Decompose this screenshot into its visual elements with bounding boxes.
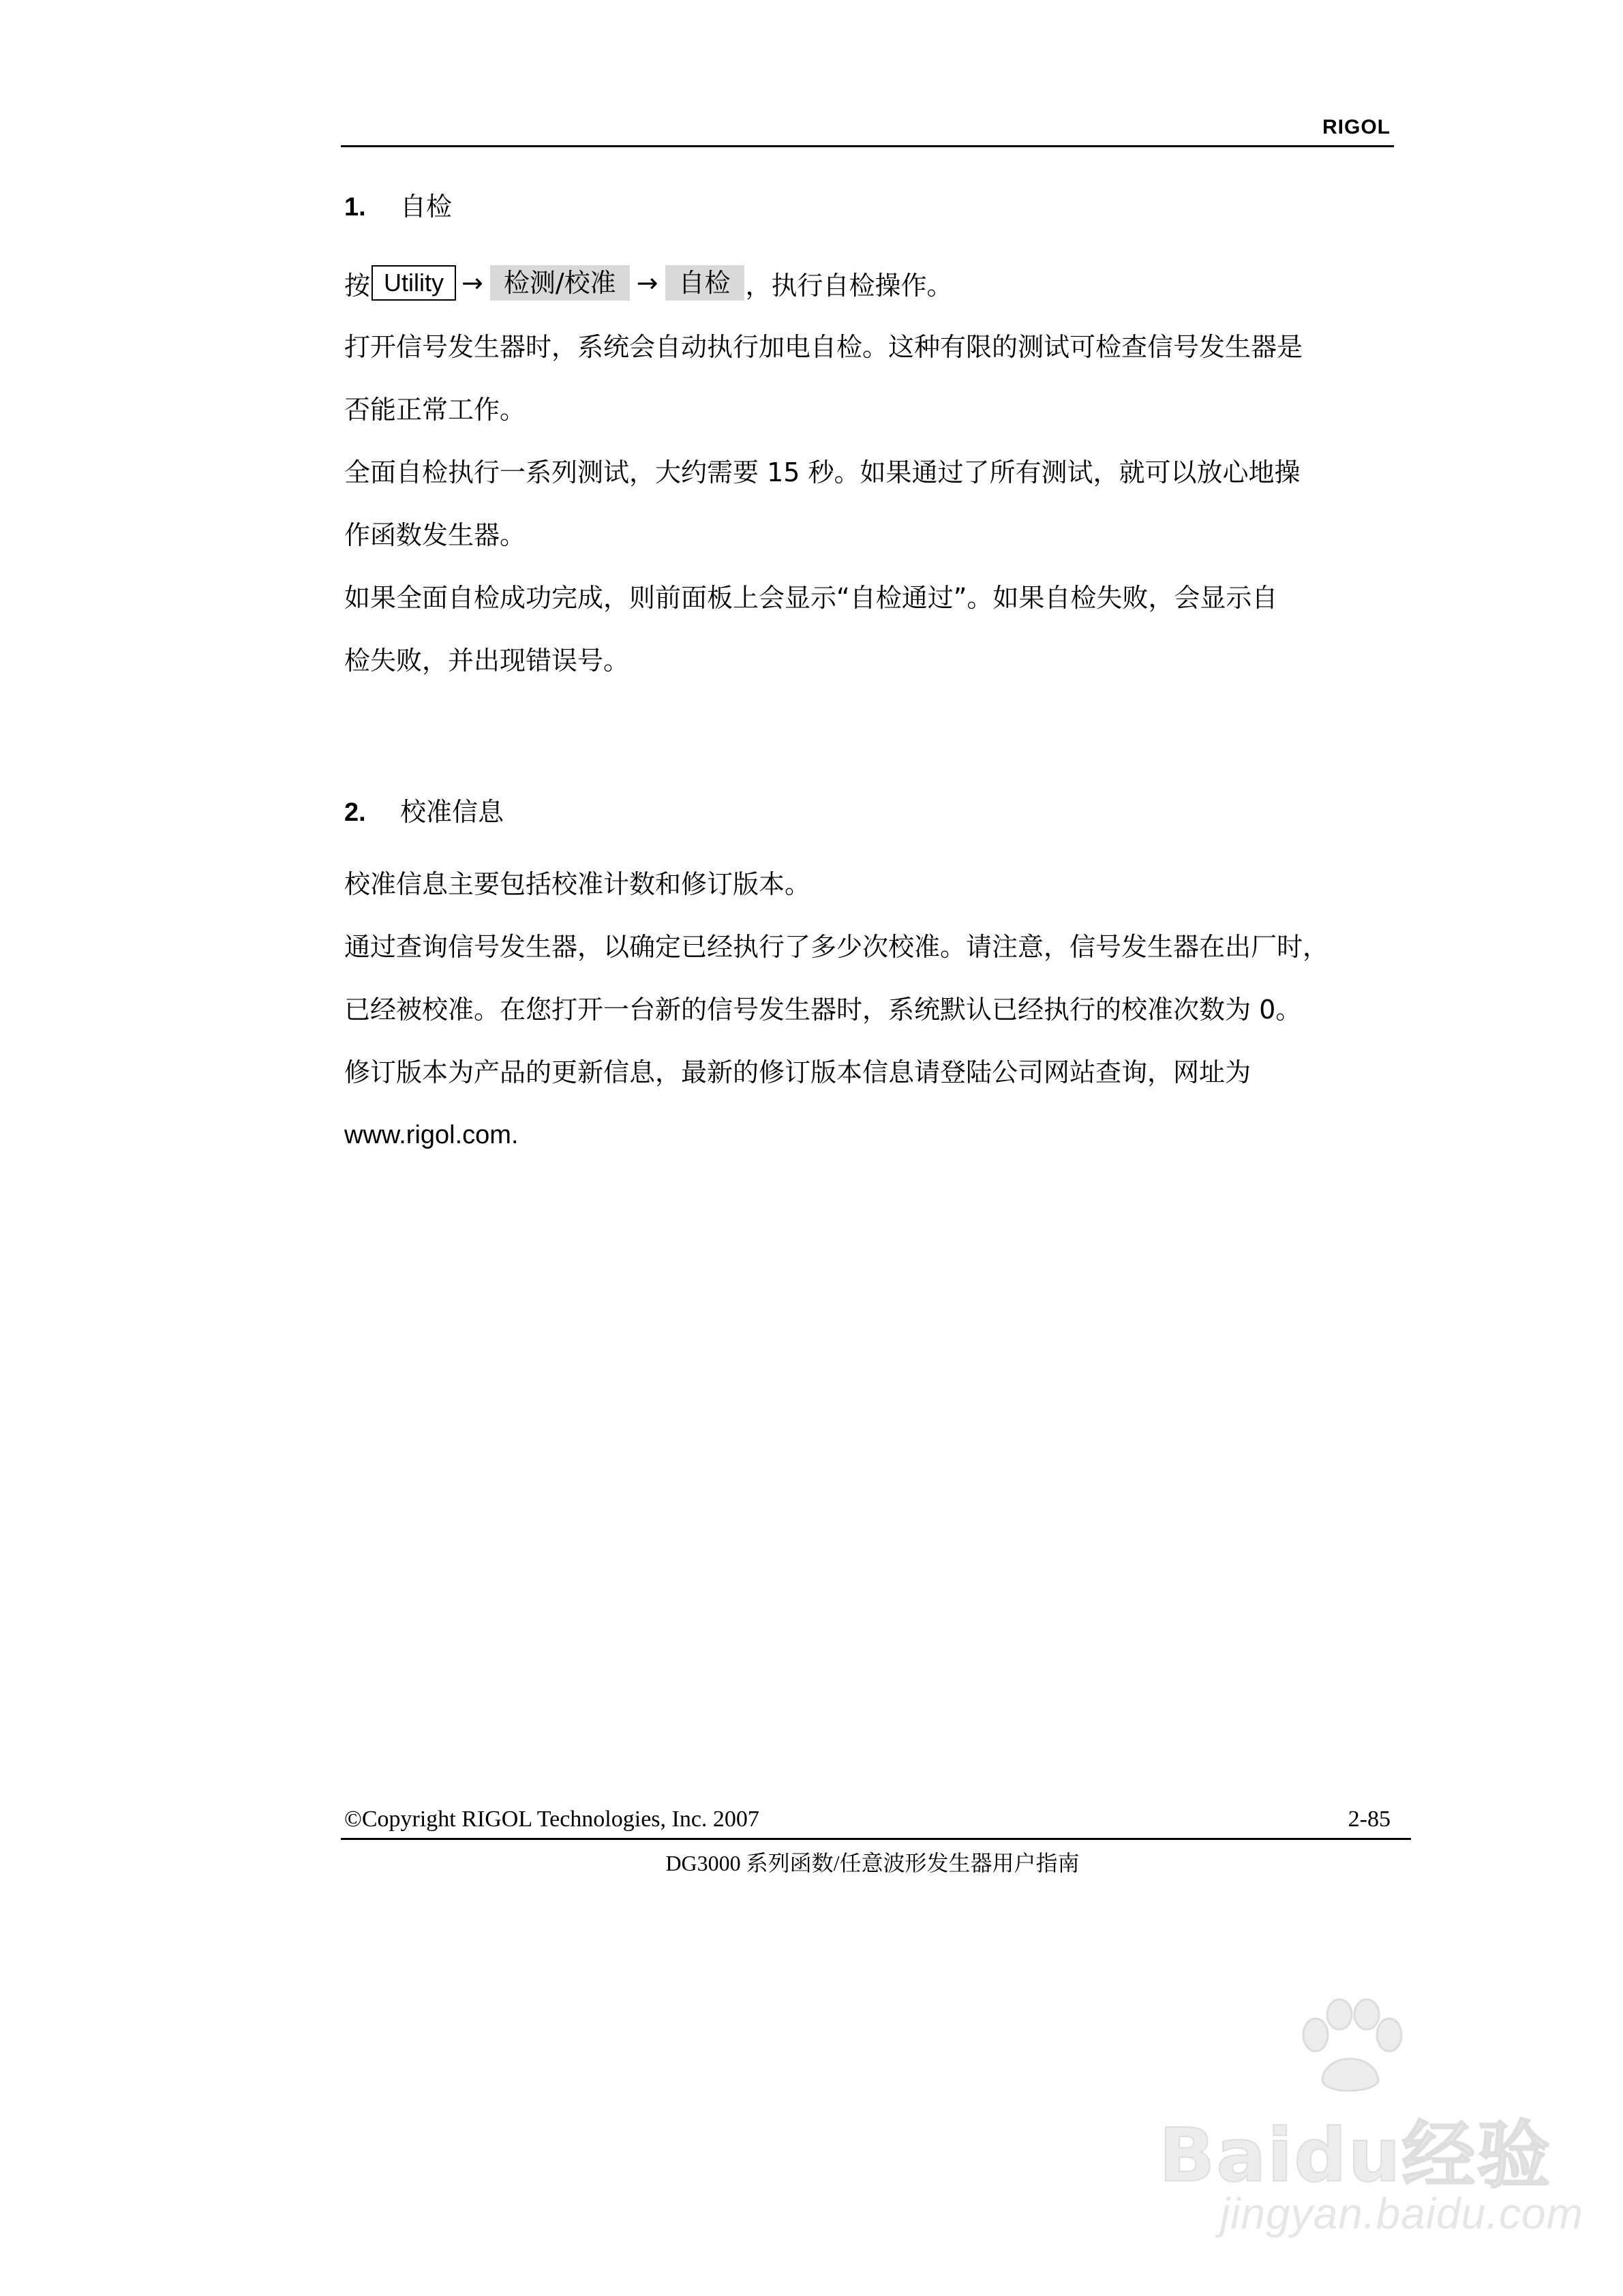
footer-rule [341,1838,1411,1840]
paragraph-line: 全面自检执行一系列测试，大约需要 15 秒。如果通过了所有测试，就可以放心地操 [344,457,1301,487]
paragraph-line: 检失败，并出现错误号。 [344,646,630,676]
section-1-heading [344,185,452,223]
key-sequence-prefix: 按 [344,270,371,301]
paragraph-line: 校准信息主要包括校准计数和修订版本。 [344,869,811,899]
footer-doc-title: DG3000 系列函数/任意波形发生器用户指南 [665,1851,1080,1875]
section-1-title: 自检 [400,192,453,222]
softkey-self-test: 自检 [665,265,744,301]
header-rule [341,145,1394,147]
section-2-title: 校准信息 [400,797,504,827]
paragraph-line: 打开信号发生器时，系统会自动执行加电自检。这种有限的测试可检查信号发生器是 [344,332,1303,362]
key-sequence-suffix: ，执行自检操作。 [745,270,953,301]
paragraph-line: 作函数发生器。 [344,520,526,550]
paragraph-line: 如果全面自检成功完成，则前面板上会显示“自检通过”。如果自检失败，会显示自 [344,583,1278,613]
paragraph-line: 否能正常工作。 [344,395,526,425]
section-1-number: 1. [344,193,366,222]
utility-key: Utility [371,265,456,301]
baidu-watermark-logo: Baidu经验 [1159,2113,1552,2199]
arrow-icon: → [636,268,658,298]
paragraph-line: 已经被校准。在您打开一台新的信号发生器时，系统默认已经执行的校准次数为 0。 [344,995,1302,1025]
paragraph-line: 修订版本为产品的更新信息，最新的修订版本信息请登陆公司网站查询，网址为 [344,1057,1252,1087]
softkey-test-cal: 检测/校准 [490,265,630,301]
key-sequence [344,264,953,302]
footer-copyright: ©Copyright RIGOL Technologies, Inc. 2007 [344,1807,759,1832]
header-brand: RIGOL [1322,116,1391,138]
page-number: 2-85 [1348,1807,1391,1832]
website-link[interactable]: www.rigol.com. [344,1121,519,1149]
section-2-number: 2. [344,798,366,827]
paragraph-line: 通过查询信号发生器，以确定已经执行了多少次校准。请注意，信号发生器在出厂时， [344,932,1329,962]
section-2-heading [344,791,504,828]
baidu-watermark-url: jingyan.baidu.com [1220,2189,1583,2238]
baidu-paw-icon [1288,1997,1411,2100]
arrow-icon: → [461,268,483,298]
